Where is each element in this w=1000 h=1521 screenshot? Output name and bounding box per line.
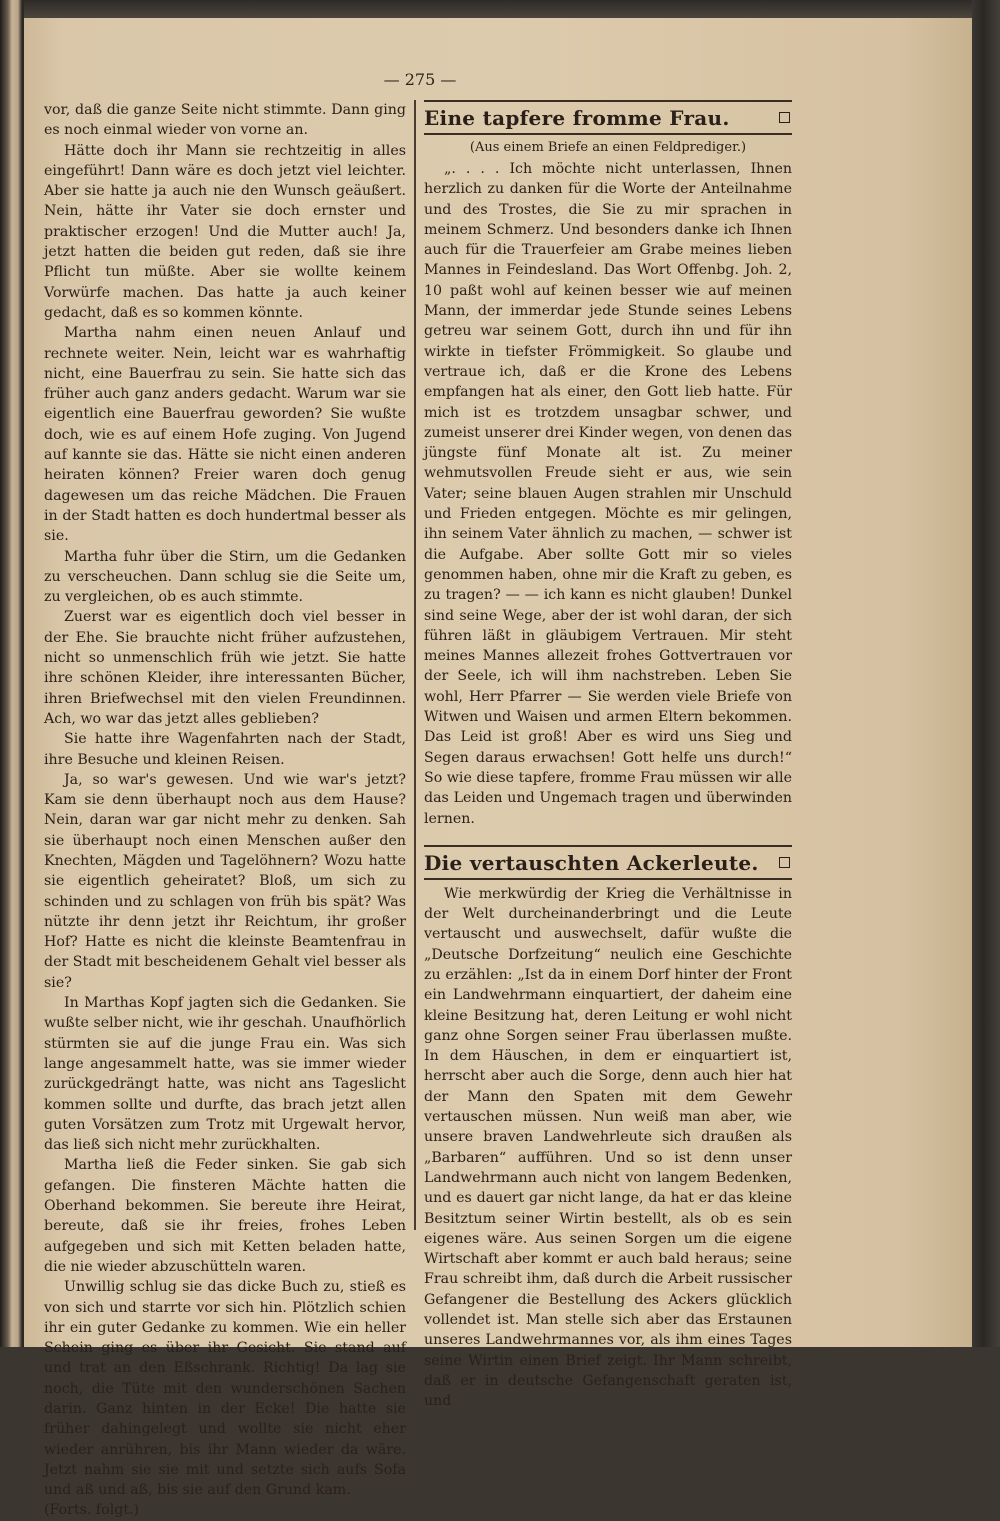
article-subtitle: (Aus einem Briefe an einen Feldprediger.)	[469, 140, 747, 155]
square-ornament-icon	[779, 112, 790, 123]
story-paragraph: Ja, so war's gewesen. Und wie war's jetzt? Kam sie denn überhaupt noch aus dem Hause? Nein, daran war gar nicht mehr zu denken. Sah sie überhaupt noch einen Menschen außer den Knechten, Mägden und Tagelöhnern? Wozu hatte sie eigentlich geheiratet? Bloß, um sich zu schinden und zu schlagen von früh bis spät? Was nützte ihr denn jetzt ihr Reichtum, ihr großer Hof? Hatte es nicht die kleinste Beamtenfrau in der Stadt mit bescheidenem Gehalt viel besser als sie?	[44, 771, 406, 991]
column-divider	[414, 100, 416, 1230]
story-paragraph: Zuerst war es eigentlich doch viel besser in der Ehe. Sie brauchte nicht früher aufzustehen, nicht so unmenschlich früh wie jetzt. Sie hatte ihre schönen Kleider, ihre interessanten Bücher, ihren Briefwechsel mit den vielen Freundinnen. Ach, wo war das jetzt alles geblieben?	[44, 609, 406, 727]
book-cover-right	[972, 0, 1000, 1347]
story-paragraph: Martha ließ die Feder sinken. Sie gab sich gefangen. Die finsteren Mächte hatten die Oberhand bekommen. Sie bereute ihre Heirat, bereute, daß sie ihr freies, frohes Leben aufgegeben und sich mit Ketten beladen hatte, die nie wieder abzuschütteln waren.	[44, 1157, 406, 1275]
article-title: Die vertauschten Ackerleute.	[424, 850, 759, 875]
story-paragraph: Sie hatte ihre Wagenfahrten nach der Stadt, ihre Besuche und kleinen Reisen.	[44, 731, 406, 768]
article-spacer	[424, 829, 792, 845]
continuation-note: (Forts. folgt.)	[44, 1502, 140, 1519]
article-heading-box	[424, 845, 792, 880]
left-page-edge	[0, 0, 24, 1347]
story-paragraph: vor, daß die ganze Seite nicht stimmte. Dann ging es noch einmal wieder von vorne an.	[44, 102, 406, 139]
article-body: Wie merkwürdig der Krieg die Verhältnisse in der Welt durcheinanderbringt und die Leute vertauscht und auswechselt, dafür wußte die „Deutsche Dorfzeitung“ neulich eine Geschichte zu erzählen: „Ist da in einem Dorf hinter der Front ein Landwehrmann einquartiert, der daheim eine kleine Besitzung hat, deren Leitung er wohl nicht ganz ohne Sorgen seiner Frau überlassen mußte. In dem Häuschen, in dem er einquartiert ist, herrscht aber auch die Sorge, denn auch hier hat der Mann den Spaten mit dem Gewehr vertauschen müssen. Nun weiß man aber, wie unsere braven Landwehrleute sich draußen als „Barbaren“ aufführen. Und so ist denn unser Landwehrmann auch nicht von langem Bedenken, und es dauert gar nicht lange, da hat er das kleine Besitztum seiner Wirtin bestellt, als ob es sein eigenes wäre. Aus seinen Sorgen um die eigene Wirtschaft aber kommt er auch bald heraus; seine Frau schreibt ihm, daß durch die Arbeit russischer Gefangener die Bestellung des Ackers glücklich vollendet ist. Man stelle sich aber das Erstaunen unseres Landwehrmannes vor, als ihm eines Tages seine Wirtin einen Brief zeigt. Ihr Mann schreibt, daß er in deutsche Gefangenschaft geraten ist, und	[424, 885, 792, 1410]
story-paragraph: Martha fuhr über die Stirn, um die Gedanken zu verscheuchen. Dann schlug sie die Seite um, zu vergleichen, ob es auch stimmte.	[44, 548, 406, 606]
story-paragraph: In Marthas Kopf jagten sich die Gedanken. Sie wußte selber nicht, wie ihr geschah. Unaufhörlich stürmten sie auf die junge Frau ein. Was sich lange angesammelt hatte, was sie immer wieder zurückgedrängt hatte, was nicht ans Tageslicht kommen sollte und durfte, das brach jetzt allen guten Vorsätzen zum Trotz mit Urgewalt hervor, das ließ sich nicht mehr zurückhalten.	[44, 995, 406, 1154]
article-body: „. . . . Ich möchte nicht unterlassen, Ihnen herzlich zu danken für die Worte der Anteilnahme und des Trostes, die Sie zu mir sprachen in meinem Schmerz. Und besonders danke ich Ihnen auch für die Trauerfeier am Grabe meines lieben Mannes in Feindesland. Das Wort Offenbg. Joh. 2, 10 paßt wohl auf keinen besser wie auf meinen Mann, der immerdar jede Stunde seines Lebens getreu war seinem Gott, durch ihn und für ihn wirkte in tiefster Frömmigkeit. So glaube und vertraue ich, daß er die Krone des Lebens empfangen hat als einer, den Gott lieb hatte. Für mich ist es trotzdem unsagbar schwer, und zumeist unserer drei Kinder wegen, von denen das jüngste fünf Monate alt ist. Zu meiner wehmutsvollen Freude sieht er aus, wie sein Vater; seine blauen Augen strahlen mir Unschuld und Frieden entgegen. Möchte es mir gelingen, ihn seinem Vater ähnlich zu machen, — schwer ist die Aufgabe. Aber sollte Gott mir so vieles genommen haben, ohne mir die Kraft zu geben, es zu tragen? — — ich kann es nicht glauben! Dunkel sind seine Wege, aber der ist wohl daran, der sich führen läßt in gläubigem Vertrauen. Mir steht meines Mannes allezeit frohes Gottvertrauen vor der Seele, ich will ihm nachstreben. Leben Sie wohl, Herr Pfarrer — Sie werden viele Briefe von Witwen und Waisen und armen Eltern bekommen. Das Leid ist groß! Aber es wird uns Sieg und Segen daraus erwachsen! Gott helfe uns durch!“ So wie diese tapfere, fromme Frau müssen wir alle das Leiden und Ungemach tragen und überwinden lernen.	[424, 161, 792, 827]
story-paragraph: Martha nahm einen neuen Anlauf und rechnete weiter. Nein, leicht war es wahrhaftig nicht, eine Bauerfrau zu sein. Sie hatte sich das früher auch ganz anders gedacht. Warum war sie eigentlich eine Bauerfrau geworden? Sie wußte doch, wie es auf einem Hofe zuging. Von Jugend auf kannte sie das. Hätte sie nicht einen anderen heiraten können? Freier waren doch genug dagewesen um das reiche Mädchen. Die Frauen in der Stadt hatten es doch hundertmal besser als sie.	[44, 325, 406, 545]
story-paragraph: Hätte doch ihr Mann sie rechtzeitig in alles eingeführt! Dann wäre es doch jetzt viel leichter. Aber sie hatte ja auch nie den Wunsch geäußert. Nein, hätte ihr Vater sie doch ernster und praktischer erzogen! Und die Mutter auch! Ja, jetzt hatten die beiden gut reden, daß sie ihre Pflicht tun müßte. Aber sie wollte keinem Vorwürfe machen. Das hatte ja auch keiner gedacht, daß es so kommen könnte.	[44, 142, 406, 321]
book-cover-top	[24, 0, 1000, 18]
left-column	[44, 100, 406, 1521]
page-number: — 275 —	[383, 70, 457, 89]
article-title: Eine tapfere fromme Frau.	[424, 106, 730, 130]
story-paragraph: Unwillig schlug sie das dicke Buch zu, stieß es von sich und starrte vor sich hin. Plötzlich schien ihr ein guter Gedanke zu kommen. Wie ein heller Schein ging es über ihr Gesicht. Sie stand auf und trat an den Eßschrank. Richtig! Da lag sie noch, die Tüte mit den wunderschönen Sachen darin. Ganz hinten in der Ecke! Die hatte sie früher dahingelegt und wollte sie nicht eher wieder anrühren, bis ihr Mann wieder da wäre. Jetzt nahm sie sie mit und setzte sich aufs Sofa und aß und aß, bis sie auf den Grund kam.	[44, 1279, 406, 1499]
article-heading-box	[424, 100, 792, 135]
right-column	[424, 100, 792, 1412]
square-ornament-icon	[779, 857, 790, 868]
